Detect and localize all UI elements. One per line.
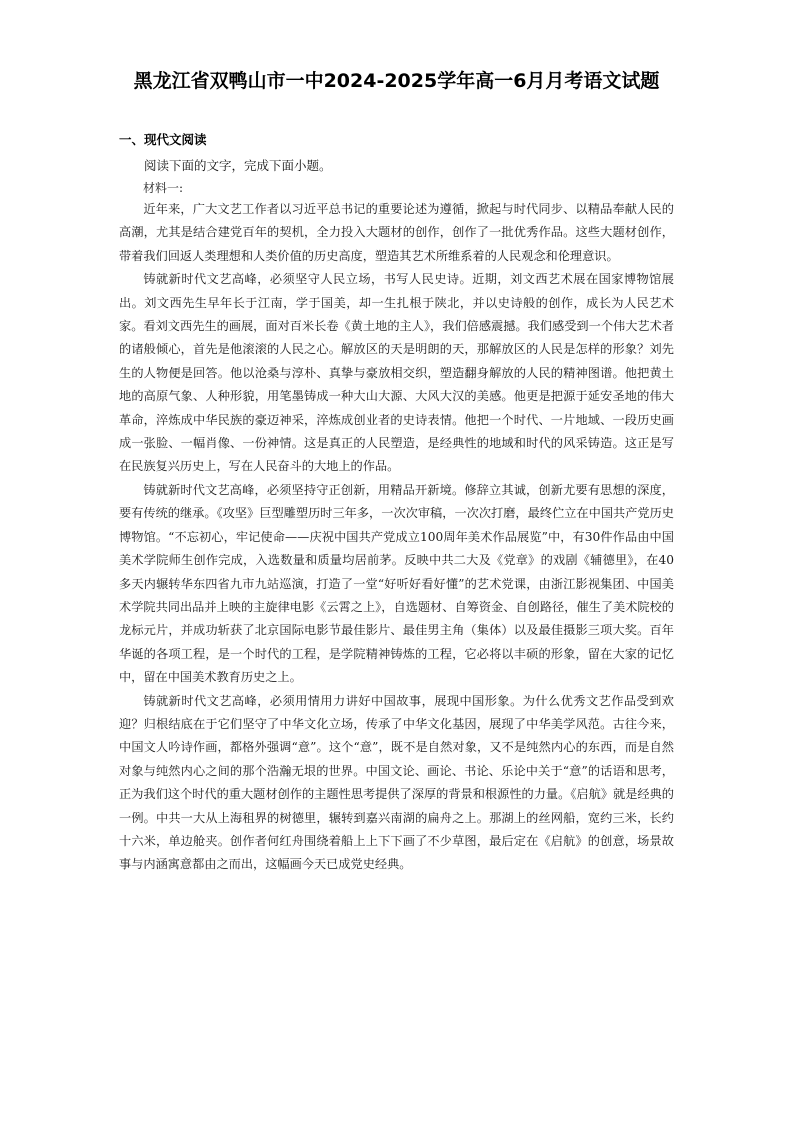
- material-label: 材料一:: [143, 181, 184, 195]
- paragraph: 近年来，广大文艺工作者以习近平总书记的重要论述为遵循，掀起与时代同步、以精品奉献人民的高潮，尤其是结合建党百年的契机，全力投入大题材的创作，创作了一批优秀作品。这些大题材创作，带着我们回返人类理想和人类价值的历史高度，塑造其艺术所维系着的人民观念和伦理意识。: [119, 202, 674, 263]
- paragraph: 铸就新时代文艺高峰，必须用情用力讲好中国故事，展现中国形象。为什么优秀文艺作品受到欢迎？归根结底在于它们坚守了中华文化立场，传承了中华文化基因，展现了中华美学风范。古往今来，中国文人吟诗作画，都格外强调“意”。这个“意”，既不是自然对象，又不是纯然内心的东西，而是自然对象与纯然内心之间的那个浩瀚无垠的世界。中国文论、画论、书论、乐论中关于“意”的话语和思考，正为我们这个时代的重大题材创作的主题性思考提供了深厚的背景和根源性的力量。《启航》就是经典的一例。中共一大从上海租界的树德里，辗转到嘉兴南湖的扁舟之上。那湖上的丝网船，宽约三米，长约十六米，单边舱夹。创作者何红舟围绕着船上上下下画了不少草图，最后定在《启航》的创意，场景故事与内涵寓意都由之而出，这幅画今天已成党史经典。: [119, 693, 674, 872]
- reading-instruction: 阅读下面的文字，完成下面小题。: [144, 158, 332, 173]
- paragraph: 铸就新时代文艺高峰，必须坚守人民立场，书写人民史诗。近期，刘文西艺术展在国家博物馆展出。刘文西先生早年长于江南，学于国美，却一生扎根于陕北，并以史诗般的创作，成长为人民艺术家。看刘文西先生的画展，面对百米长卷《黄土地的主人》，我们倍感震撼。我们感受到一个伟大艺术者的诸般倾心，首先是他滚滚的人民之心。解放区的天是明朗的天，那解放区的人民是怎样的形象？刘先生的人物便是回答。他以沧桑与淳朴、真挚与豪放相交织，塑造翻身解放的人民的精神图谱。他把黄土地的高原气象、人种形貌，用笔墨铸成一种大山大源、大风大汉的美感。他更是把源于延安圣地的伟大革命，淬炼成中华民族的豪迈神采，淬炼成创业者的史诗表情。他把一个时代、一片地域、一段历史画成一张脸、一幅肖像、一份神情。这是真正的人民塑造，是经典性的地域和时代的风采铸造。这正是写在民族复兴历史上，写在人民奋斗的大地上的作品。: [119, 272, 674, 474]
- paragraph: 铸就新时代文艺高峰，必须坚持守正创新，用精品开新境。修辞立其诚，创新尤要有思想的深度，要有传统的继承。《攻坚》巨型雕塑历时三年多，一次次审稿，一次次打磨，最终伫立在中国共产党历史博物馆。“不忘初心，牢记使命——庆祝中国共产党成立100周年美术作品展览”中，有30件作品由中国美术学院师生创作完成，入选数量和质量均居前茅。反映中共二大及《党章》的戏剧《辅德里》，在40多天内辗转华东四省九市九站巡演，打造了一堂“好听好看好懂”的艺术党课，由浙江影视集团、中国美术学院共同出品并上映的主旋律电影《云霄之上》，自选题材、自筹资金、自创路径，催生了美术院校的龙标元片，并成功斩获了北京国际电影节最佳影片、最佳男主角（集体）以及最佳摄影三项大奖。百年华诞的各项工程，是一个时代的工程，是学院精神铸炼的工程，它必将以丰硕的形象，留在大家的记忆中，留在中国美术教育历史之上。: [119, 482, 674, 685]
- section-heading: 一、现代文阅读: [119, 132, 207, 147]
- document-title: 黑龙江省双鸭山市一中2024-2025学年高一6月月考语文试题: [133, 70, 660, 92]
